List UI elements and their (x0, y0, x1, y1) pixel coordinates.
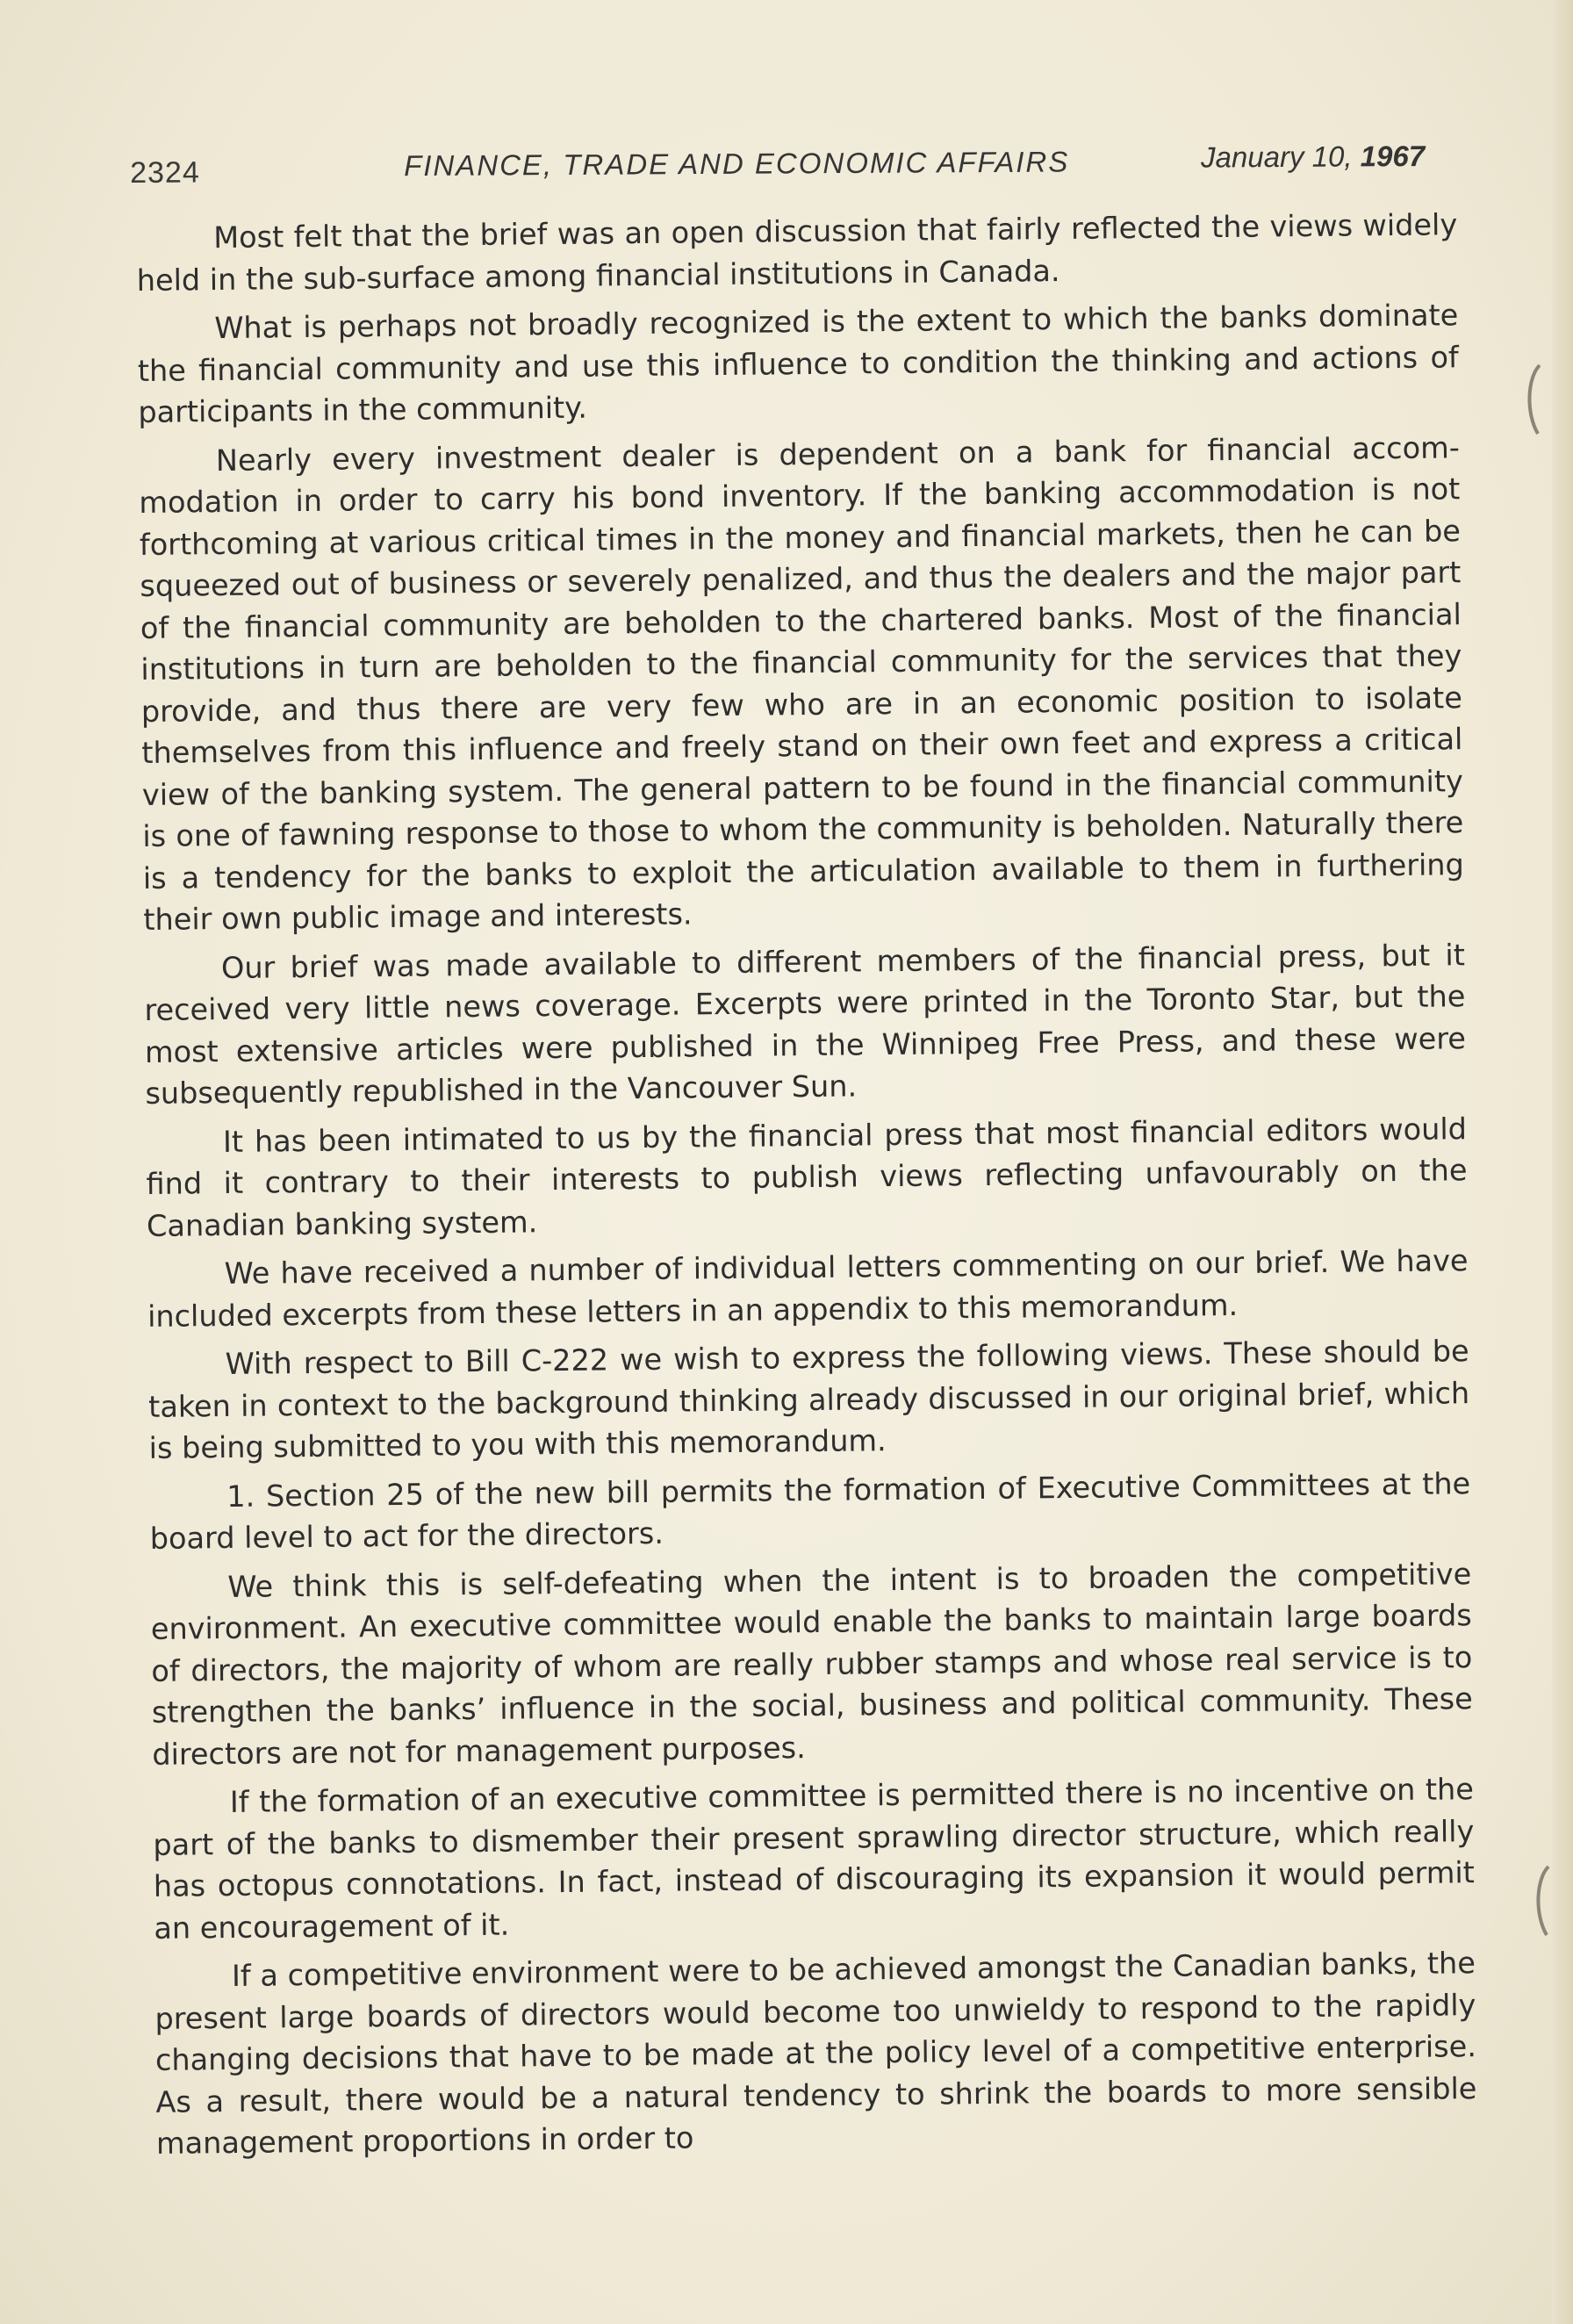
paragraph: Most felt that the brief was an open discussion that fairly reflected the views widely held in the sub-surface among financial institutions in Canada. (136, 207, 1458, 298)
page-header (130, 140, 1447, 200)
paragraph: Nearly every investment dealer is dependent on a bank for financial accommodation in order to carry his bond inventory. If the banking accommodation is not forthcoming at various critical times in the money and financial markets, then he can be squeezed out of business or severely penalized, and thus the dealers and the major part of the financial community are beholden to the chartered banks. Most of the financial institutions in turn are beholden to the financial community for the services that they provide, and thus there are very few who are in an economic position to isolate themselves from this influence and freely stand on their own feet and express a critical view of the banking system. The general pattern to be found in the financial community is one of fawning response to those to whom the community is beholden. Naturally there is a tendency for the banks to exploit the articulation available to them in furthering their own public image and interests. (139, 429, 1464, 937)
paragraph: 1. Section 25 of the new bill permits the formation of Executive Committees at the board level to act for the directors. (149, 1465, 1471, 1556)
running-head: FINANCE, TRADE AND ECONOMIC AFFAIRS (404, 145, 1070, 183)
paragraph: What is perhaps not broadly recognized is the extent to which the banks dominate the financial community and use this influence to condition the thinking and actions of participants in the community. (137, 298, 1459, 429)
date-year: 1967 (1360, 139, 1426, 173)
paragraph: If the formation of an executive committee is permitted there is no incentive on the part of the banks to dismember their present sprawling director structure, which really has octopus connotations. In fact, instead of discouraging its expansion it would permit an encouragement of it. (153, 1772, 1476, 1946)
paragraph: With respect to Bill C-222 we wish to express the following views. These should be taken in context to the background thinking already discussed in our original brief, which is being submitted to you with this memorandum. (147, 1334, 1470, 1465)
body-text (136, 204, 1477, 2171)
paragraph: We think this is self-defeating when the intent is to broaden the competitive environment. An executive committee would enable the banks to maintain large boards of directors, the majority of whom are really rubber stamps and whose real service is to strengthen the banks’ influence in the social, business and political community. These directors are not for management purposes. (150, 1556, 1473, 1772)
page-edge (1552, 0, 1573, 2324)
paragraph: It has been intimated to us by the financial press that most financial editors would find it contrary to their interests to publish views reflecting unfavourably on the Canadian banking system. (146, 1111, 1468, 1243)
page-number: 2324 (130, 155, 200, 190)
paragraph: If a competitive environment were to be achieved amongst the Canadian banks, the present large boards of directors would become too unwieldy to respond to the rapidly changing decisions that have to be made at the policy level of a competitive enterprise. As a result, there would be a natural tendency to shrink the boards to more sensible management proportions in order to (154, 1946, 1477, 2161)
paragraph: We have received a number of individual letters commenting on our brief. We have included excerpts from these letters in an appendix to this memorandum. (147, 1243, 1469, 1334)
paragraph: Our brief was made available to different members of the financial press, but it received very little news coverage. Excerpts were printed in the Toronto Star, but the most extensive articles were published in the Winnipeg Free Press, and these were subsequently republished in the Vancouver Sun. (144, 937, 1467, 1111)
binding-hole-mark (1529, 1861, 1555, 1940)
date-month-day: January 10, (1200, 140, 1361, 174)
binding-hole-mark (1520, 360, 1547, 439)
page-date (1201, 140, 1425, 175)
